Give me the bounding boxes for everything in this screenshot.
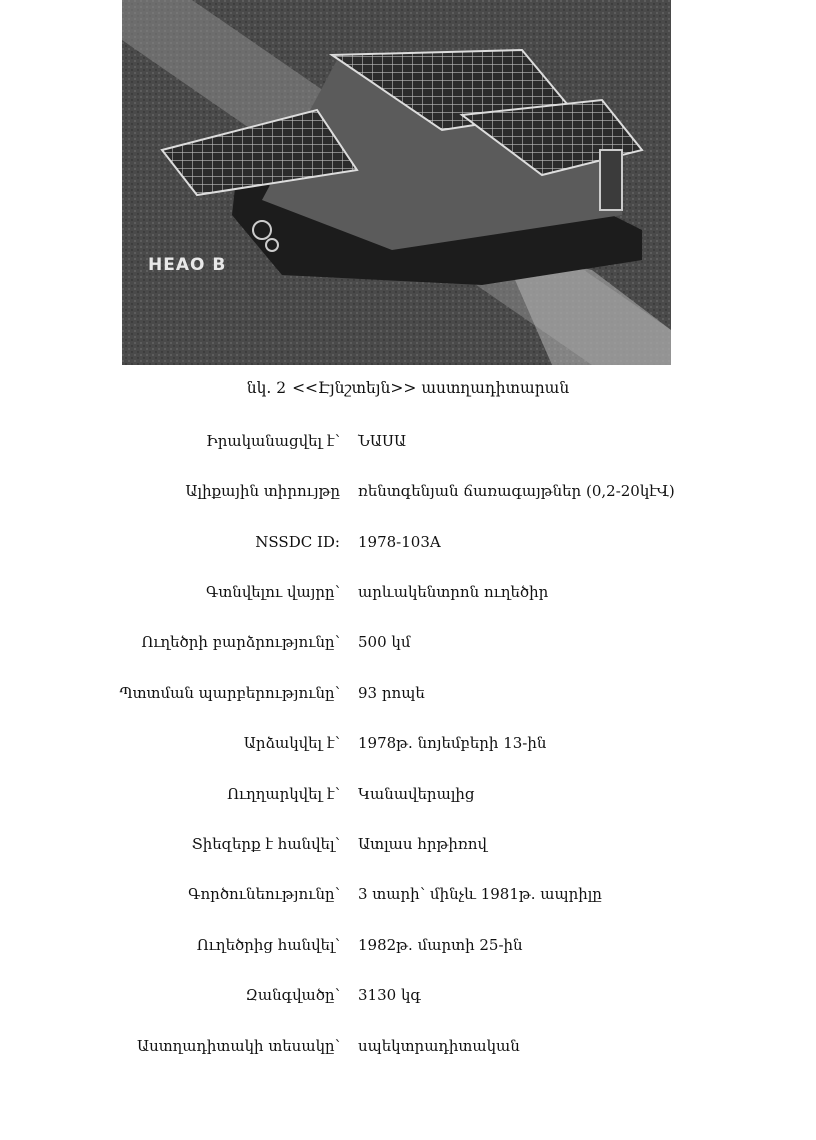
spec-row-location — [0, 583, 816, 607]
caption-text: <<Էյնշտեյն>> աստղադիտարան — [292, 379, 570, 397]
spec-label: Արձակվել է՝ — [243, 734, 340, 752]
spec-row-telescope-type — [0, 1037, 816, 1061]
spec-label: NSSDC ID: — [255, 533, 340, 551]
spec-label: Պտտման պարբերությունը՝ — [119, 684, 340, 702]
spec-row-mass — [0, 986, 816, 1010]
spec-label: Գտնվելու վայրը՝ — [205, 583, 340, 601]
spec-row-implemented — [0, 432, 816, 456]
spec-row-waveband — [0, 482, 816, 506]
photo-label: HEAO B — [148, 255, 227, 275]
satellite-illustration — [122, 0, 671, 365]
spec-value: ՆԱՍԱ — [358, 432, 407, 450]
figure-caption — [0, 379, 816, 397]
spec-label: Ուղղարկվել է՝ — [227, 785, 340, 803]
spec-value: ռենտգենյան ճառագայթներ (0,2-20կէՎ) — [358, 482, 675, 500]
spec-row-rotation-period — [0, 684, 816, 708]
spec-row-operation — [0, 885, 816, 909]
spec-label: Ալիքային տիրույթը — [185, 482, 340, 500]
spec-row-deorbit — [0, 936, 816, 960]
spec-value: 1978թ. նոյեմբերի 13-ին — [358, 734, 547, 752]
observatory-photo — [122, 0, 671, 365]
spec-row-nssdc-id — [0, 533, 816, 557]
spec-value: 3130 կգ — [358, 986, 421, 1004]
spec-row-launch-site — [0, 785, 816, 809]
spec-label: Տիեզերք է հանվել՝ — [191, 835, 340, 853]
spec-value: 93 րոպե — [358, 684, 425, 702]
spec-row-launch-date — [0, 734, 816, 758]
caption-number: նկ. 2 — [246, 379, 287, 397]
spec-value: 3 տարի՝ մինչև 1981թ. ապրիլը — [358, 885, 602, 903]
spec-value: սպեկտրադիտական — [358, 1037, 520, 1055]
spec-label: Իրականացվել է՝ — [206, 432, 340, 450]
spec-value: 1982թ. մարտի 25-ին — [358, 936, 523, 954]
spec-row-rocket — [0, 835, 816, 859]
spec-value: արևակենտրոն ուղեծիր — [358, 583, 549, 601]
spec-value: 1978-103A — [358, 533, 441, 551]
spec-row-orbit-height — [0, 633, 816, 657]
spec-label: Ուղեծրից հանվել՝ — [196, 936, 340, 954]
spec-label: Գործունեությունը՝ — [188, 885, 340, 903]
spec-label: Ուղեծրի բարձրությունը՝ — [141, 633, 340, 651]
spec-value: Կանավերալից — [358, 785, 475, 803]
spec-label: Զանգվածը՝ — [245, 986, 340, 1004]
spec-label: Աստղադիտակի տեսակը՝ — [136, 1037, 340, 1055]
spec-value: 500 կմ — [358, 633, 411, 651]
spec-value: Ատլաս հրթիռով — [358, 835, 487, 853]
